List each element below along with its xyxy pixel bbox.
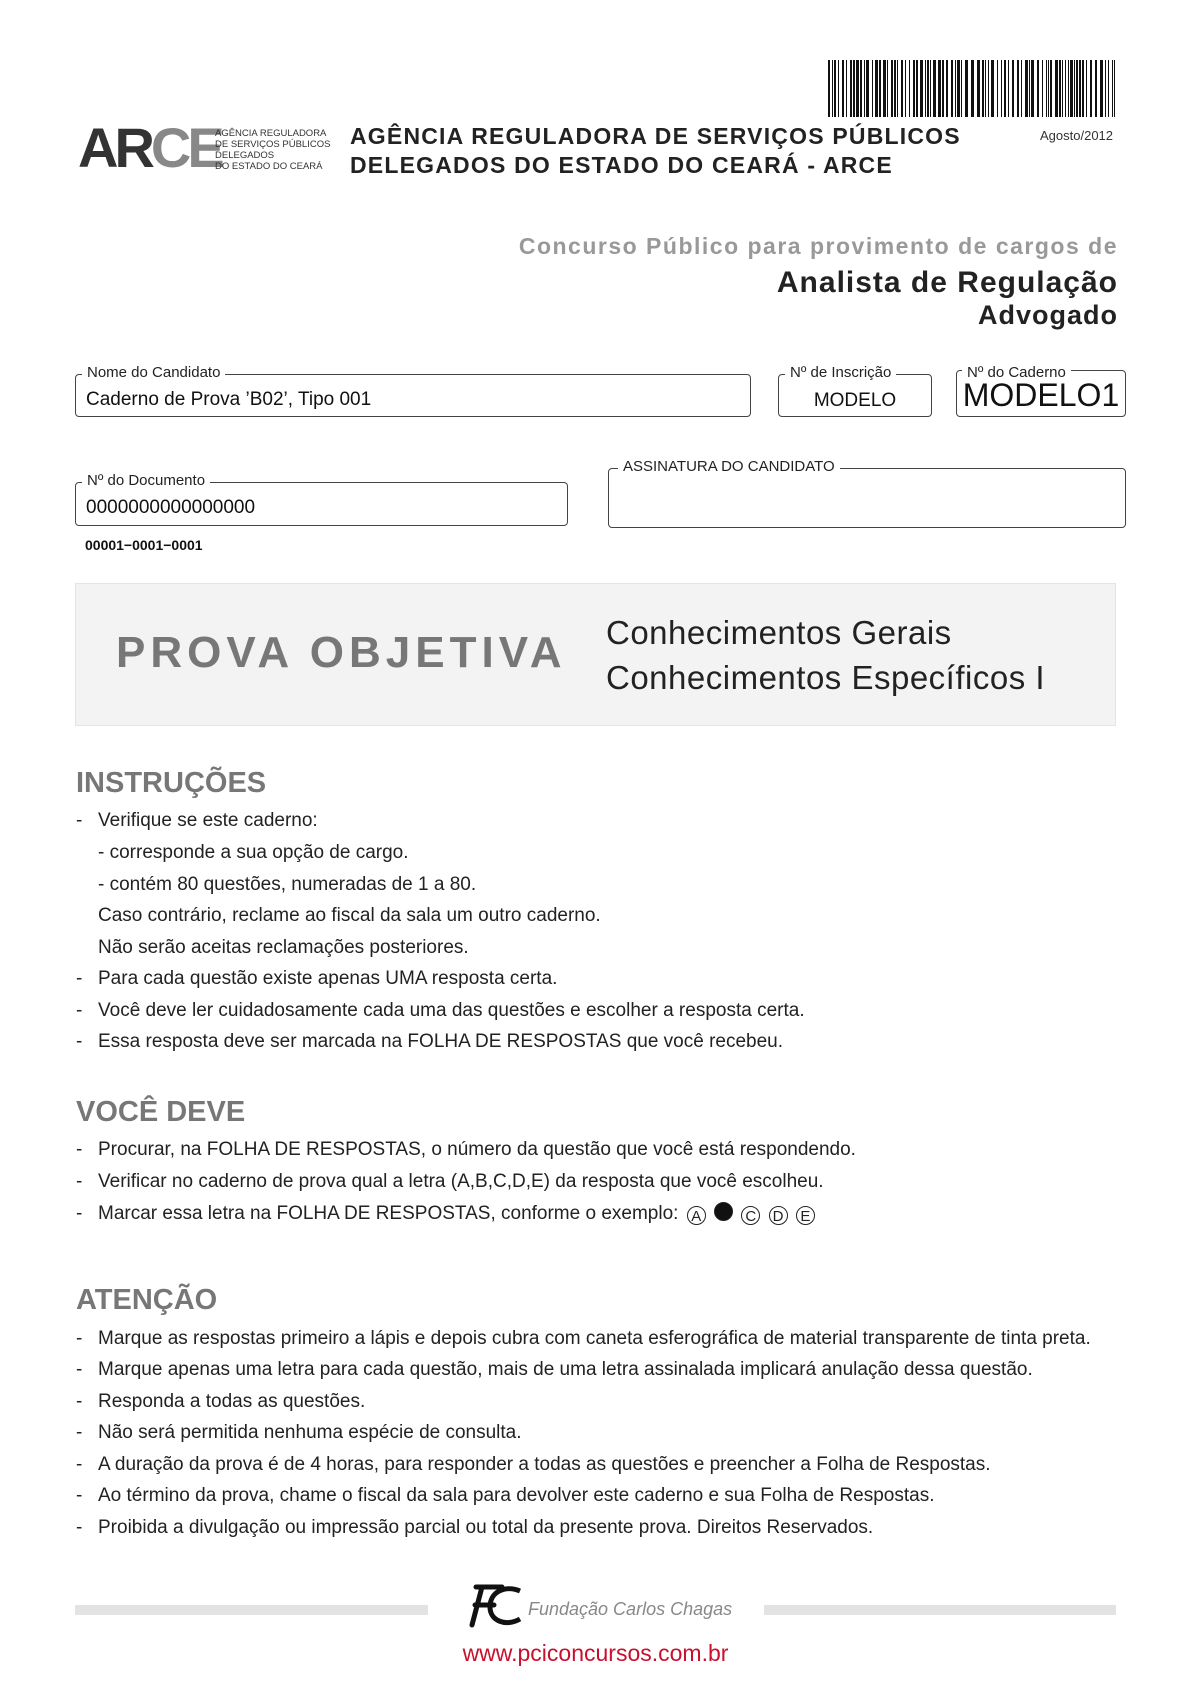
bubble-a: A (687, 1206, 706, 1225)
atencao-text: Marque apenas uma letra para cada questão, mais de uma letra assinalada implicará anulação dessa questão. (98, 1359, 1033, 1380)
atencao-line: - Responda a todas as questões. (76, 1391, 366, 1412)
instrucao-text: - corresponde a sua opção de cargo. (98, 842, 409, 863)
voce-deve-line: - Verificar no caderno de prova qual a letra (A,B,C,D,E) da resposta que você escolheu. (76, 1171, 824, 1192)
contest-line: Concurso Público para provimento de cargos de (518, 233, 1118, 259)
atencao-line: - Marque as respostas primeiro a lápis e depois cubra com caneta esferográfica de material transparente de tinta preta. (76, 1328, 1091, 1349)
footer-bar-right (764, 1605, 1116, 1615)
instrucao-text: Para cada questão existe apenas UMA resposta certa. (98, 968, 558, 989)
bubble-e: E (796, 1206, 815, 1225)
atencao-text: Marque as respostas primeiro a lápis e depois cubra com caneta esferográfica de material transparente de tinta preta. (98, 1328, 1091, 1349)
atencao-line: - A duração da prova é de 4 horas, para responder a todas as questões e preencher a Folha de Respostas. (76, 1454, 991, 1475)
inscricao-value: MODELO (813, 390, 897, 411)
nome-candidato-value: Caderno de Prova ’B02’, Tipo 001 (86, 389, 372, 410)
instrucao-text: - contém 80 questões, numeradas de 1 a 80. (98, 874, 477, 895)
voce-deve-line: - Marcar essa letra na FOLHA DE RESPOSTAS, conforme o exemplo: A C D E (76, 1202, 815, 1225)
instrucao-text: Não serão aceitas reclamações posteriores. (98, 937, 469, 958)
instrucao-line (98, 842, 409, 864)
agency-line-2: DELEGADOS DO ESTADO DO CEARÁ - ARCE (350, 152, 893, 178)
inscricao-label: Nº de Inscrição (785, 365, 896, 381)
assinatura-field[interactable] (608, 468, 1126, 528)
agency-line-1: AGÊNCIA REGULADORA DE SERVIÇOS PÚBLICOS (350, 123, 961, 149)
atencao-text: Ao término da prova, chame o fiscal da sala para devolver este caderno e sua Folha de Respostas. (98, 1485, 935, 1506)
instrucao-text: Você deve ler cuidadosamente cada uma das questões e escolher a resposta certa. (98, 1000, 805, 1021)
logo-subtitle-line: DO ESTADO DO CEARÁ (215, 161, 323, 172)
atencao-text: Responda a todas as questões. (98, 1391, 366, 1412)
footer-bar-left (75, 1605, 428, 1615)
atencao-text: A duração da prova é de 4 horas, para responder a todas as questões e preencher a Folha de Respostas. (98, 1454, 991, 1475)
subject-especificos: Conhecimentos Específicos I (606, 659, 1046, 696)
barcode (828, 60, 1118, 117)
logo-subtitle-line: DELEGADOS (215, 150, 275, 161)
atencao-title: ATENÇÃO (76, 1284, 218, 1316)
assinatura-label: ASSINATURA DO CANDIDATO (618, 459, 840, 475)
instrucao-text: Verifique se este caderno: (98, 810, 318, 831)
bubble-d: D (769, 1206, 788, 1225)
footer-url[interactable]: www.pciconcursos.com.br (462, 1640, 729, 1666)
instrucoes-title: INSTRUÇÕES (76, 767, 267, 799)
agency-name (350, 122, 961, 180)
atencao-line: - Não será permitida nenhuma espécie de consulta. (76, 1422, 522, 1443)
atencao-line: - Marque apenas uma letra para cada questão, mais de uma letra assinalada implicará anulação dessa questão. (76, 1359, 1033, 1380)
instrucao-line: - Para cada questão existe apenas UMA resposta certa. (76, 968, 558, 989)
instrucao-line: - Você deve ler cuidadosamente cada uma das questões e escolher a resposta certa. (76, 1000, 805, 1021)
caderno-label: Nº do Caderno (962, 365, 1071, 381)
fcc-name: Fundação Carlos Chagas (528, 1599, 733, 1619)
atencao-text: Não será permitida nenhuma espécie de consulta. (98, 1422, 522, 1443)
fcc-logo-icon (462, 1583, 524, 1629)
logo-subtitle-line: DE SERVIÇOS PÚBLICOS (215, 139, 331, 150)
documento-value: 0000000000000000 (86, 497, 256, 518)
caderno-value: MODELO1 (962, 377, 1120, 413)
cargo-title: Analista de Regulação (776, 266, 1118, 299)
prova-subjects (606, 610, 1045, 700)
voce-deve-line: - Procurar, na FOLHA DE RESPOSTAS, o número da questão que você está respondendo. (76, 1139, 856, 1160)
instrucao-text: Essa resposta deve ser marcada na FOLHA DE RESPOSTAS que você recebeu. (98, 1031, 784, 1052)
bubble-b-filled (714, 1202, 733, 1221)
prova-title: PROVA OBJETIVA (116, 628, 567, 677)
logo-text: ARCE (78, 116, 221, 179)
atencao-line: - Proibida a divulgação ou impressão parcial ou total da presente prova. Direitos Reservados. (76, 1517, 874, 1538)
logo-subtitle-line: AGÊNCIA REGULADORA (215, 128, 327, 139)
instrucao-line (98, 937, 469, 959)
voce-deve-title: VOCÊ DEVE (76, 1096, 246, 1128)
atencao-line: - Ao término da prova, chame o fiscal da sala para devolver este caderno e sua Folha de Respostas. (76, 1485, 935, 1506)
exam-date: Agosto/2012 (1040, 128, 1114, 143)
instrucao-line (98, 874, 476, 896)
voce-deve-text: Marcar essa letra na FOLHA DE RESPOSTAS, conforme o exemplo: (98, 1203, 679, 1224)
subject-gerais: Conhecimentos Gerais (606, 614, 952, 651)
instrucao-line: - Verifique se este caderno: (76, 810, 318, 831)
serial-number: 00001−0001−0001 (85, 537, 203, 553)
instrucao-line: - Essa resposta deve ser marcada na FOLHA DE RESPOSTAS que você recebeu. (76, 1031, 784, 1052)
instrucao-text: Caso contrário, reclame ao fiscal da sala um outro caderno. (98, 905, 601, 926)
arce-logo (78, 116, 221, 179)
logo-subtitle (215, 128, 335, 172)
cargo-specialty: Advogado (978, 300, 1118, 330)
voce-deve-text: Procurar, na FOLHA DE RESPOSTAS, o número da questão que você está respondendo. (98, 1139, 856, 1160)
voce-deve-text: Verificar no caderno de prova qual a letra (A,B,C,D,E) da resposta que você escolheu. (98, 1171, 824, 1192)
nome-candidato-label: Nome do Candidato (82, 365, 225, 381)
bubble-c: C (741, 1206, 760, 1225)
documento-label: Nº do Documento (82, 473, 210, 489)
instrucao-line (98, 905, 601, 927)
atencao-text: Proibida a divulgação ou impressão parcial ou total da presente prova. Direitos Reservados. (98, 1517, 874, 1538)
